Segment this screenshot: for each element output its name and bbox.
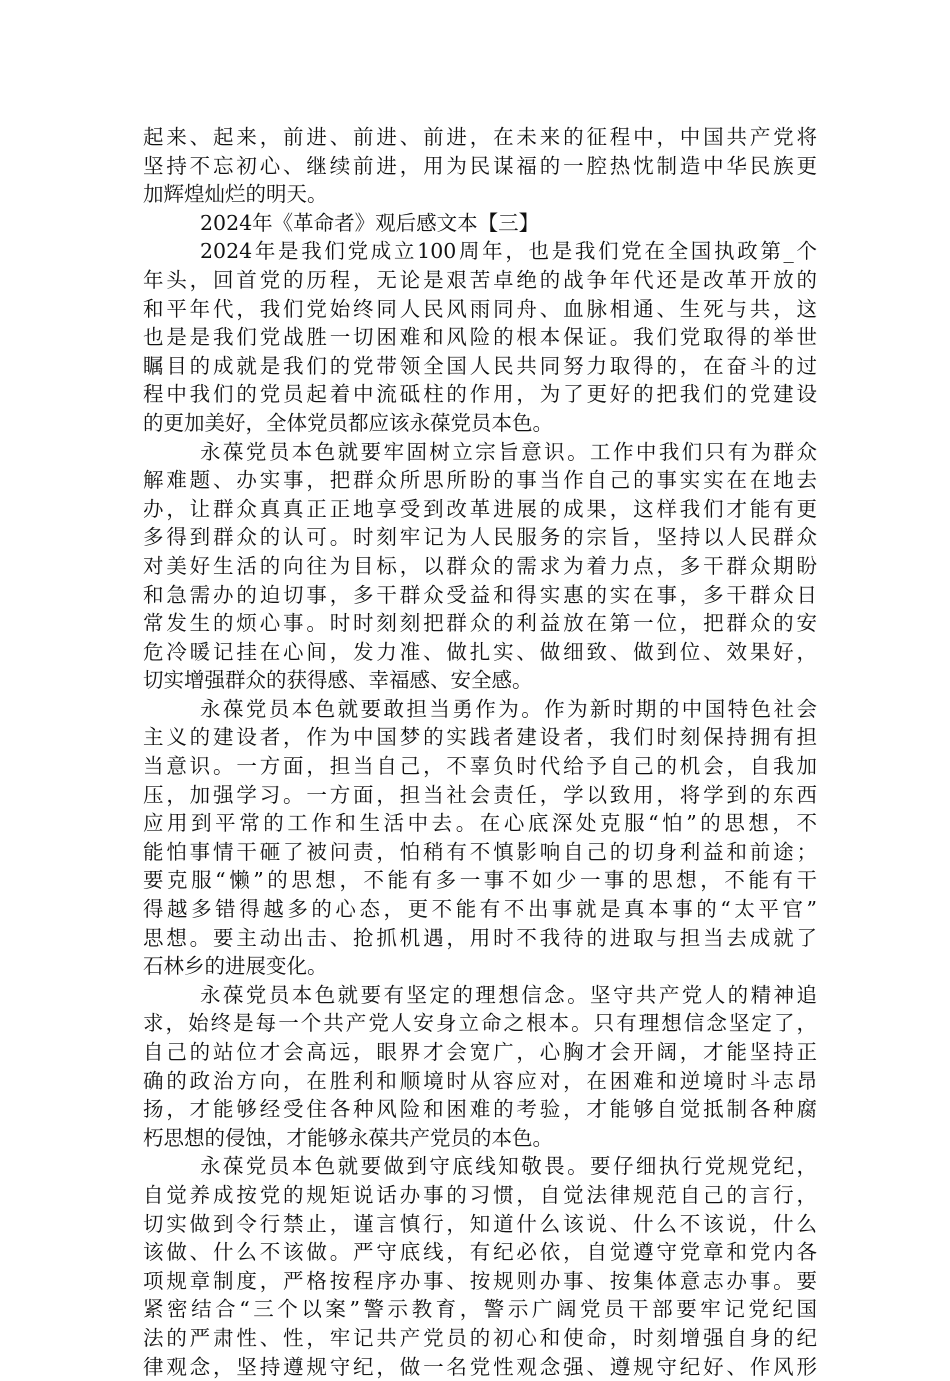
text-line: 律观念，坚持遵规守纪，做一名党性观念强、遵规守纪好、作风形 — [143, 1354, 817, 1379]
text-line: 多得到群众的认可。时刻牢记为人民服务的宗旨，坚持以人民群众 — [143, 525, 817, 550]
text-line: 瞩目的成就是我们的党带领全国人民共同努力取得的，在奋斗的过 — [143, 353, 817, 378]
text-line: 紧密结合“三个以案”警示教育，警示广阔党员干部要牢记党纪国 — [143, 1297, 817, 1322]
text-line: 解难题、办实事，把群众所思所盼的事当作自己的事实实在在地去 — [143, 468, 817, 493]
text-line: 永葆党员本色就要牢固树立宗旨意识。工作中我们只有为群众 — [200, 439, 817, 464]
text-line: 起来、起来，前进、前进、前进，在未来的征程中，中国共产党将 — [143, 125, 817, 149]
text-line: 和平年代，我们党始终同人民风雨同舟、血脉相通、生死与共，这 — [143, 296, 817, 321]
text-line: 思想。要主动出击、抢抓机遇，用时不我待的进取与担当去成就了 — [143, 925, 817, 950]
text-line: 永葆党员本色就要敢担当勇作为。作为新时期的中国特色社会 — [200, 696, 817, 721]
text-line: 主义的建设者，作为中国梦的实践者建设者，我们时刻保持拥有担 — [143, 725, 817, 750]
text-line: 石林乡的进展变化。 — [143, 954, 328, 979]
text-line: 对美好生活的向往为目标，以群众的需求为着力点，多干群众期盼 — [143, 553, 817, 578]
text-line: 压，加强学习。一方面，担当社会责任，学以致用，将学到的东西 — [143, 782, 817, 807]
text-line: 危冷暖记挂在心间，发力准、做扎实、做细致、做到位、效果好， — [143, 639, 817, 664]
text-line: 法的严肃性、性，牢记共产党员的初心和使命，时刻增强自身的纪 — [143, 1325, 817, 1350]
text-line: 自觉养成按党的规矩说话办事的习惯，自觉法律规范自己的言行， — [143, 1182, 817, 1207]
text-line: 当意识。一方面，担当自己，不辜负时代给予自己的机会，自我加 — [143, 754, 817, 779]
text-line: 2024年《革命者》观后感文本【三】 — [200, 210, 540, 235]
text-line: 也是是我们党战胜一切困难和风险的根本保证。我们党取得的举世 — [143, 325, 817, 350]
text-line: 办，让群众真真正正地享受到改革进展的成果，这样我们才能有更 — [143, 496, 817, 521]
text-line: 常发生的烦心事。时时刻刻把群众的利益放在第一位，把群众的安 — [143, 611, 817, 636]
text-line: 年头，回首党的历程，无论是艰苦卓绝的战争年代还是改革开放的 — [143, 267, 817, 292]
document-page — [143, 123, 817, 1381]
text-line: 能怕事情干砸了被问责，怕稍有不慎影响自己的切身利益和前途； — [143, 839, 817, 864]
text-line: 确的政治方向，在胜利和顺境时从容应对，在困难和逆境时斗志昂 — [143, 1068, 817, 1093]
text-line: 扬，才能够经受住各种风险和困难的考验，才能够自觉抵制各种腐 — [143, 1097, 817, 1122]
text-line: 求，始终是每一个共产党人安身立命之根本。只有理想信念坚定了， — [143, 1011, 817, 1036]
text-line: 要克服“懒”的思想，不能有多一事不如少一事的思想，不能有干 — [143, 868, 817, 893]
text-line: 自己的站位才会高远，眼界才会宽广，心胸才会开阔，才能坚持正 — [143, 1040, 817, 1064]
text-line: 项规章制度，严格按程序办事、按规则办事、按集体意志办事。要 — [143, 1268, 817, 1293]
text-line: 的更加美好，全体党员都应该永葆党员本色。 — [143, 410, 553, 435]
text-line: 应用到平常的工作和生活中去。在心底深处克服“怕”的思想，不 — [143, 811, 817, 836]
text-line: 永葆党员本色就要做到守底线知敬畏。要仔细执行党规党纪， — [200, 1154, 817, 1179]
text-line: 朽思想的侵蚀，才能够永葆共产党员的本色。 — [143, 1125, 553, 1150]
text-line: 和急需办的迫切事，多干群众受益和得实惠的实在事，多干群众日 — [143, 582, 817, 607]
text-line: 加辉煌灿烂的明天。 — [143, 182, 328, 207]
text-line: 坚持不忘初心、继续前进，用为民谋福的一腔热忱制造中华民族更 — [143, 153, 817, 178]
text-line: 切实增强群众的获得感、幸福感、安全感。 — [143, 668, 533, 693]
text-line: 该做、什么不该做。严守底线，有纪必依，自觉遵守党章和党内各 — [143, 1240, 817, 1265]
text-line: 得越多错得越多的心态，更不能有不出事就是真本事的“太平官” — [143, 897, 817, 922]
text-line: 程中我们的党员起着中流砥柱的作用，为了更好的把我们的党建设 — [143, 382, 817, 407]
text-line: 切实做到令行禁止，谨言慎行，知道什么该说、什么不该说，什么 — [143, 1211, 817, 1236]
text-line: 2024年是我们党成立100周年，也是我们党在全国执政第_个 — [200, 239, 817, 264]
text-line: 永葆党员本色就要有坚定的理想信念。坚守共产党人的精神追 — [200, 982, 817, 1007]
